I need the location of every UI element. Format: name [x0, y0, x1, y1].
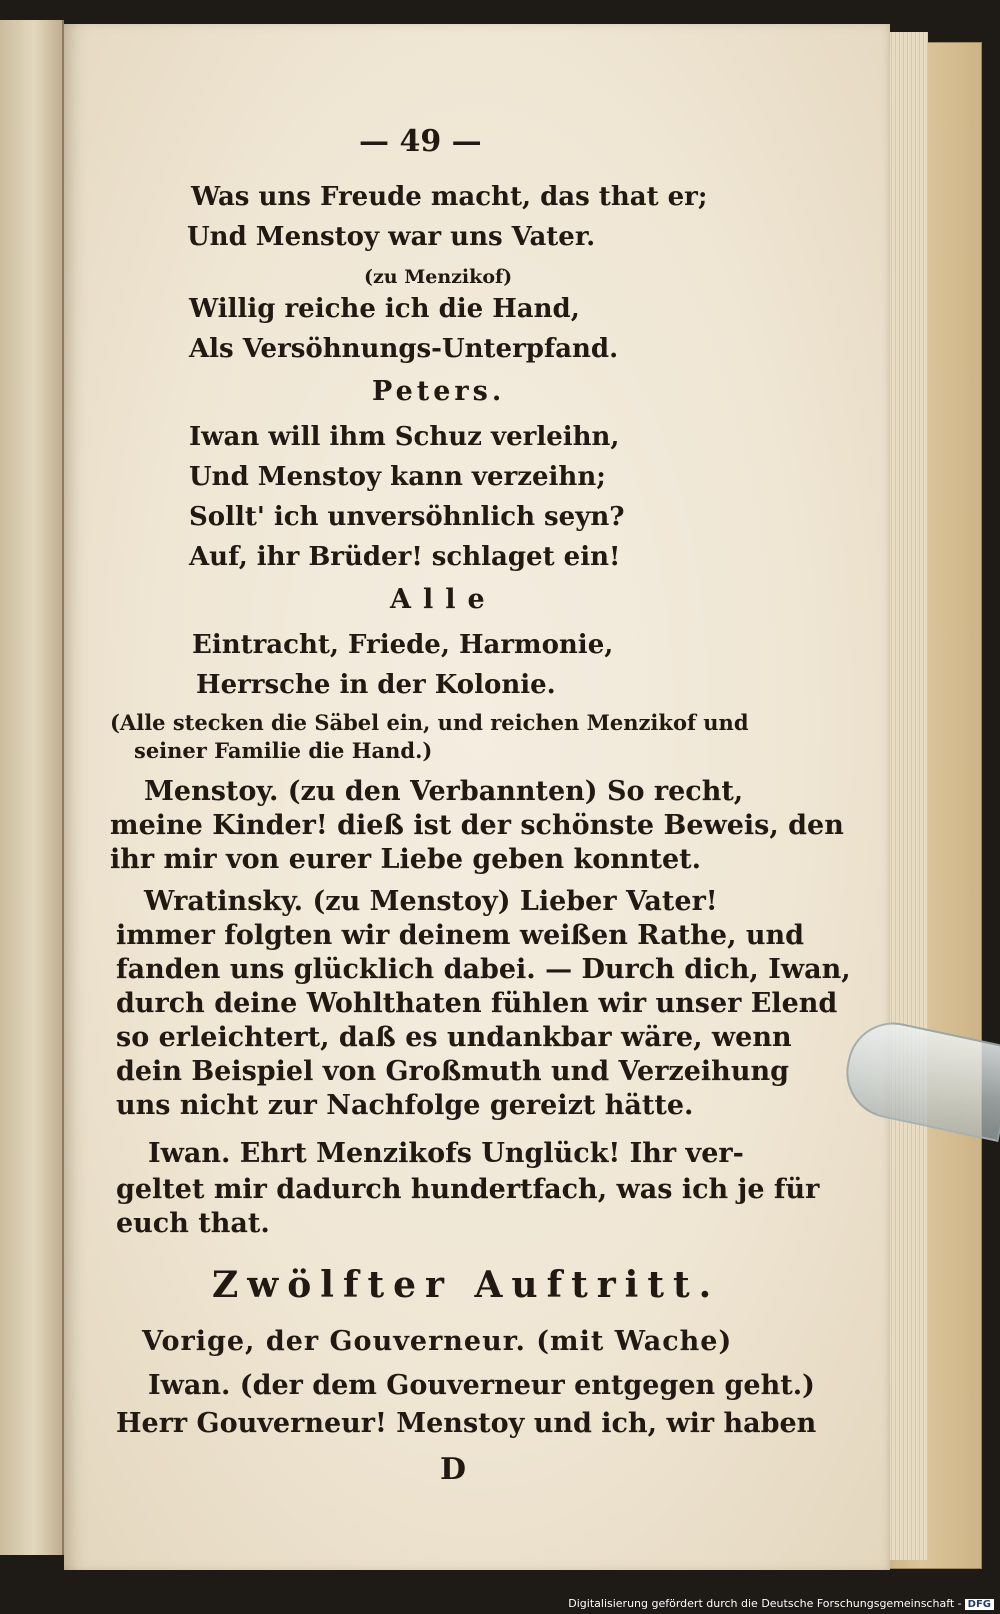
prose-line: immer folgten wir deinem weißen Rathe, und [116, 920, 805, 951]
prose-line: uns nicht zur Nachfolge gereizt hätte. [116, 1090, 694, 1121]
prose-line: ihr mir von eurer Liebe geben konntet. [110, 844, 702, 875]
speaker-name: Alle [390, 584, 497, 615]
page-number: — 49 — [359, 124, 482, 159]
prose-line: euch that. [116, 1208, 270, 1239]
digitization-credit [568, 1597, 994, 1610]
previous-page-edge [0, 20, 64, 1555]
prose-line: Herr Gouverneur! Menstoy und ich, wir haben [116, 1408, 817, 1439]
prose-line: Iwan. Ehrt Menzikofs Unglück! Ihr ver- [148, 1138, 744, 1169]
prose-line: Wratinsky. (zu Menstoy) Lieber Vater! [144, 886, 718, 917]
verse-line: Was uns Freude macht, das that er; [191, 182, 708, 212]
prose-line: dein Beispiel von Großmuth und Verzeihung [116, 1056, 789, 1087]
verse-line: Als Versöhnungs-Unterpfand. [189, 334, 619, 364]
prose-line: durch deine Wohlthaten fühlen wir unser Elend [116, 988, 838, 1019]
prose-line: fanden uns glücklich dabei. — Durch dich, Iwan, [116, 954, 851, 985]
speaker-name: Peters. [372, 376, 506, 407]
dfg-logo: DFG [965, 1599, 994, 1610]
verse-line: Iwan will ihm Schuz verleihn, [189, 422, 620, 452]
verse-line: Und Menstoy war uns Vater. [187, 222, 596, 252]
verse-line: Willig reiche ich die Hand, [189, 294, 580, 324]
credit-text: Digitalisierung gefördert durch die Deutsche Forschungsgemeinschaft - [568, 1597, 962, 1610]
verse-line: Auf, ihr Brüder! schlaget ein! [189, 542, 621, 572]
signature-mark: D [440, 1452, 467, 1487]
scene-heading: Zwölfter Auftritt. [212, 1264, 721, 1306]
prose-line: Iwan. (der dem Gouverneur entgegen geht.) [148, 1370, 815, 1401]
scene-cast: Vorige, der Gouverneur. (mit Wache) [142, 1326, 733, 1357]
verse-line: Und Menstoy kann verzeihn; [189, 462, 606, 492]
book-page [64, 24, 890, 1570]
verse-line: Sollt' ich unversöhnlich seyn? [189, 502, 625, 532]
prose-line: Menstoy. (zu den Verbannten) So recht, [144, 776, 744, 807]
prose-line: so erleichtert, daß es undankbar wäre, wenn [116, 1022, 792, 1053]
prose-line: geltet mir dadurch hundertfach, was ich je für [116, 1174, 820, 1205]
prose-line: meine Kinder! dieß ist der schönste Beweis, den [110, 810, 844, 841]
verse-line: Eintracht, Friede, Harmonie, [192, 630, 614, 660]
stage-direction: seiner Familie die Hand.) [134, 738, 433, 763]
stage-direction: (Alle stecken die Säbel ein, und reichen Menzikof und [110, 710, 749, 735]
verse-line: Herrsche in der Kolonie. [196, 670, 556, 700]
stage-direction: (zu Menzikof) [364, 266, 513, 288]
